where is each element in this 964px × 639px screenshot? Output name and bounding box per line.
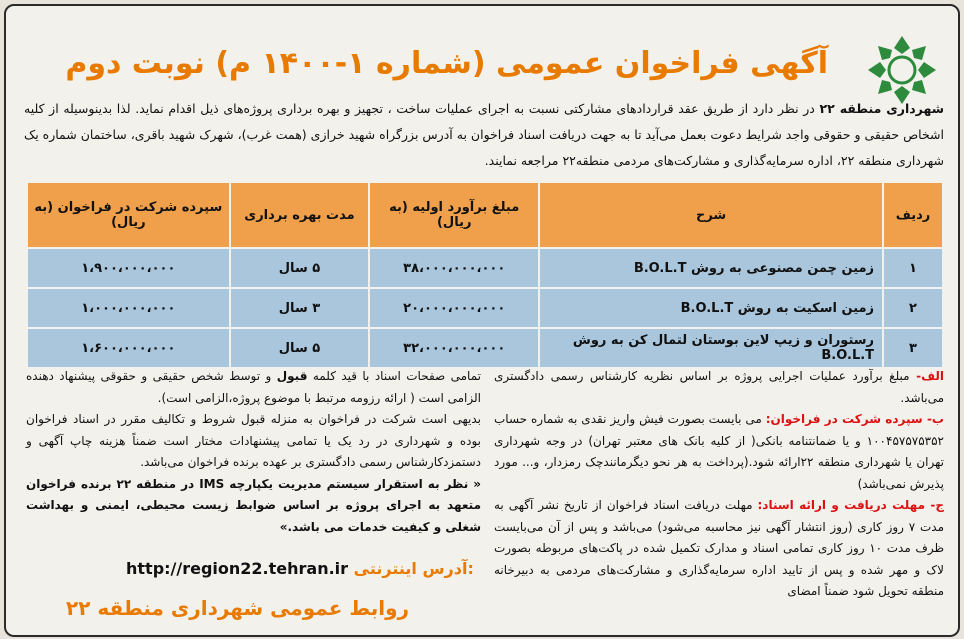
cell-deposit: ۱،۰۰۰،۰۰۰،۰۰۰ (27, 288, 230, 328)
note-signatures-text-end: و توسط شخص حقیقی و حقوقی پیشنهاد دهنده الزامی است ( ارائه رزومه مرتبط با موضوع پروژه،الزامی است). (26, 369, 481, 405)
intro-text: در نظر دارد از طریق عقد قراردادهای مشارکتی نسبت به اجرای عملیات ساخت ، تجهیز و بهره برداری پروژه‌های ذیل اقدام نماید. لذا بدینوسیله از کلیه اشخاص حقیقی و حقوقی واجد شرایط دعوت بعمل می‌آید تا به جهت دریافت اسناد فراخوان به آدرس بزرگراه شهید خرازی (همت غرب)، شهرک شهید باقری، ساختمان شماره یک شهرداری منطقه ۲۲، اداره سرمایه‌گذاری و مشارکت‌های مردمی منطقه۲۲ مراجعه نمایند. (24, 101, 944, 168)
cell-description: زمین اسکیت به روش B.O.L.T (539, 288, 883, 328)
note-c (494, 495, 944, 603)
cell-estimate: ۲۰،۰۰۰،۰۰۰،۰۰۰ (369, 288, 539, 328)
col-header-duration: مدت بهره برداری (230, 182, 370, 248)
table-row (27, 288, 943, 328)
cell-duration: ۵ سال (230, 328, 370, 368)
note-signatures-text: تمامی صفحات اسناد با قید کلمه (307, 369, 481, 383)
note-a-text: مبلغ برآورد عملیات اجرایی پروژه بر اساس نظریه کارشناس رسمی دادگستری می‌باشد. (494, 369, 944, 405)
cell-estimate: ۳۸،۰۰۰،۰۰۰،۰۰۰ (369, 248, 539, 288)
notes-left-column (26, 366, 481, 538)
col-header-row-number: ردیف (883, 182, 943, 248)
note-ims: « نظر به استقرار سیستم مدیریت یکپارچه IMS در منطقه ۲۲ برنده فراخوان متعهد به اجرای پروژه بر اساس ضوابط زیست محیطی، ایمنی و بهداشت شغلی و کیفیت خدمات می باشد.» (26, 476, 482, 534)
cell-description: رستوران و زیپ لاین بوستان لتمال کن به روش B.O.L.T (539, 328, 883, 368)
note-b-label: ب- سپرده شرکت در فراخوان: (765, 412, 944, 426)
intro-paragraph (24, 96, 944, 174)
col-header-estimate: مبلغ برآورد اولیه (به ریال) (369, 182, 539, 248)
col-header-deposit: سپرده شرکت در فراخوان (به ریال) (27, 182, 230, 248)
projects-table (26, 181, 944, 369)
intro-lead: شهرداری منطقه ۲۲ (819, 101, 944, 116)
note-a (494, 366, 944, 409)
note-b-text: می بایست بصورت فیش واریز نقدی به شماره حساب ۱۰۰۴۵۷۵۷۵۳۵۲ و یا ضمانتنامه بانکی( از کلیه بانک های معتبر تهران) در وجه شهرداری تهران یا شهرداری منطقه ۲۲ارائه شود.(پرداخت به هر نحو دیگرمانندچک رمزدار، و... مورد پذیرش نمی‌باشد) (494, 412, 944, 491)
website-address (126, 559, 474, 578)
website-label: آدرس اینترنتی: (353, 559, 474, 578)
page-title: آگهی فراخوان عمومی (شماره ۱-۱۴۰۰ م) نوبت دوم (65, 46, 828, 81)
note-a-label: الف- (916, 369, 944, 383)
note-accept-word: قبول (276, 369, 308, 383)
cell-row-number: ۱ (883, 248, 943, 288)
table-row (27, 248, 943, 288)
cell-duration: ۵ سال (230, 248, 370, 288)
footer-signature: روابط عمومی شهرداری منطقه ۲۲ (66, 596, 410, 620)
cell-estimate: ۳۲،۰۰۰،۰۰۰،۰۰۰ (369, 328, 539, 368)
table-header-row (27, 182, 943, 248)
cell-deposit: ۱،۹۰۰،۰۰۰،۰۰۰ (27, 248, 230, 288)
table-row (27, 328, 943, 368)
note-b (494, 409, 944, 495)
note-c-text: مهلت دریافت اسناد فراخوان از تاریخ نشر آگهی به مدت ۷ روز کاری (روز انتشار آگهی نیز محاسبه می‌شود) می‌باشد و پس از آن می‌بایست ظرف مدت ۱۰ روز کاری تمامی اسناد و مدارک تکمیل شده در پاکت‌های مربوطه بصورت لاک و مهر شده و پس از تایید اداره سرمایه‌گذاری و مشارکت‌های مردمی به دبیرخانه منطقه تحویل شود ضمناً امضای (494, 498, 944, 598)
note-c-label: ج- مهلت دریافت و ارائه اسناد: (757, 498, 944, 512)
website-url[interactable]: http://region22.tehran.ir (126, 559, 349, 578)
col-header-description: شرح (539, 182, 883, 248)
note-signatures (26, 366, 481, 409)
cell-deposit: ۱،۶۰۰،۰۰۰،۰۰۰ (27, 328, 230, 368)
cell-row-number: ۳ (883, 328, 943, 368)
cell-duration: ۳ سال (230, 288, 370, 328)
advertisement-page (4, 4, 960, 637)
notes-right-column (494, 366, 944, 603)
cell-row-number: ۲ (883, 288, 943, 328)
note-conditions: بدیهی است شرکت در فراخوان به منزله قبول شروط و تکالیف مقرر در اسناد فراخوان بوده و شهرداری در رد یک یا تمامی پیشنهادات مختار است ضمناً هزینه چاپ آگهی و دستمزدکارشناس رسمی دادگستری بر عهده برنده فراخوان می‌باشد. (26, 412, 481, 469)
cell-description: زمین چمن مصنوعی به روش B.O.L.T (539, 248, 883, 288)
